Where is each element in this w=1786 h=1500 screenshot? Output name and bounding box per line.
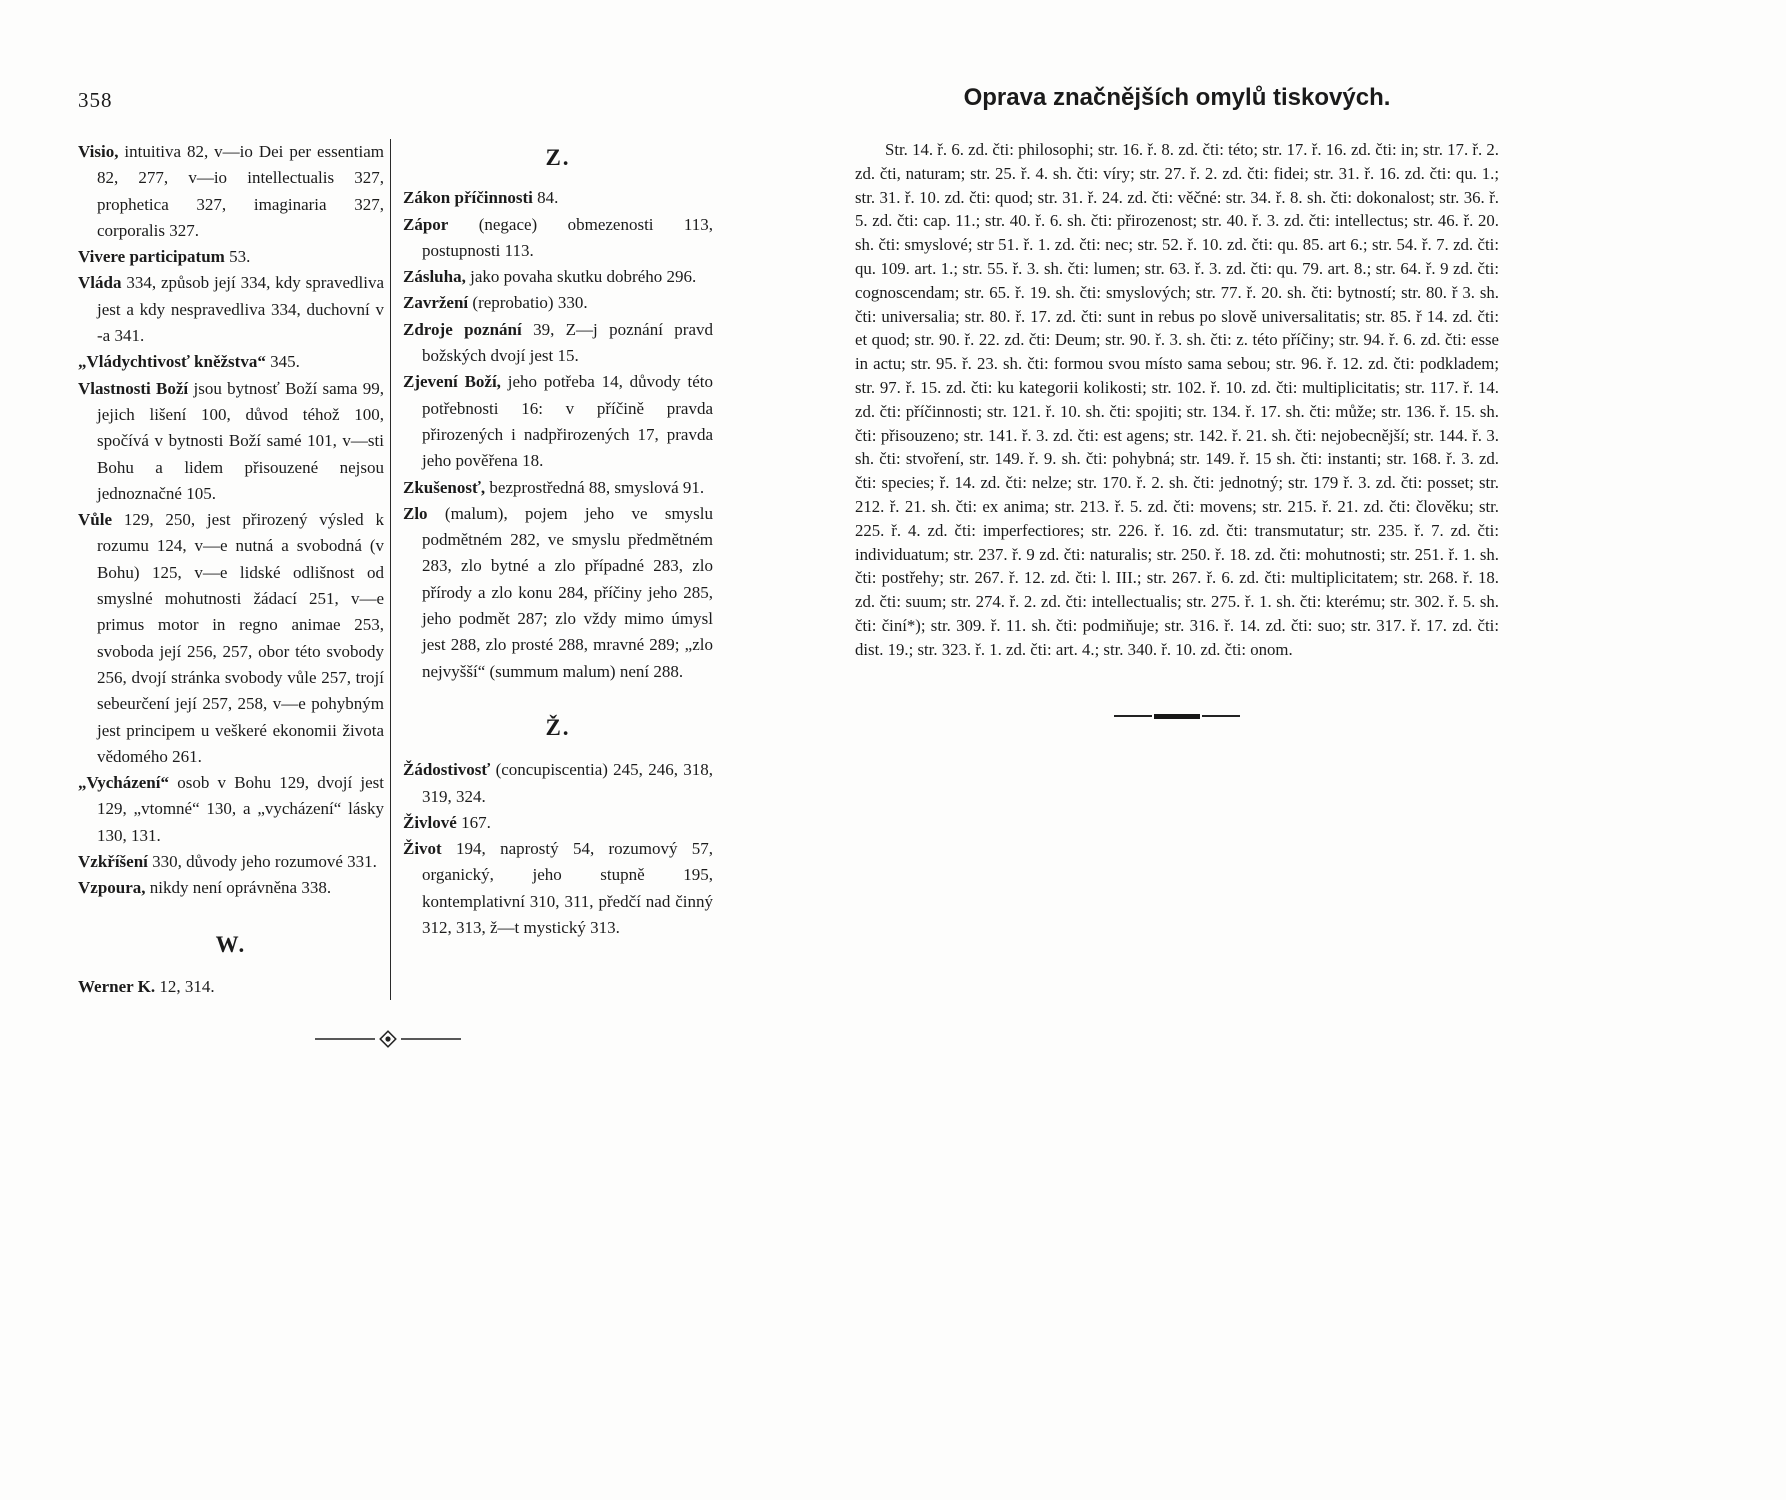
index-headword: Zdroje poznání	[403, 319, 522, 339]
index-entry	[403, 317, 713, 370]
index-entry-text: osob v Bohu 129, dvojí jest 129, „vtomné“ 130, a „vycházení“ lásky 130, 131.	[97, 773, 385, 845]
index-entry	[403, 757, 713, 810]
index-entry-text: 167.	[461, 812, 491, 832]
index-entry-text: 53.	[229, 247, 251, 267]
index-headword: „Vládychtivosť kněžstva“	[78, 352, 266, 372]
index-entry-text: 39, Z—j poznání pravd božských dvojí jest 15.	[422, 319, 713, 366]
index-headword: Zjevení Boží,	[403, 372, 501, 392]
index-headword: „Vycházení“	[78, 773, 169, 793]
index-entry-text: jeho potřeba 14, důvody této potřebnosti 16: v příčině pravda přirozených i nadpřirozených 17, pravda jeho pověřena 18.	[422, 372, 713, 471]
index-entry-text: 12, 314.	[159, 976, 215, 996]
index-entry-text: (reprobatio) 330.	[472, 293, 588, 313]
index-entry	[78, 244, 384, 270]
index-entry-text: 194, naprostý 54, rozumový 57, organický, jeho stupně 195, kontemplativní 310, 311, předčí nad činný 312, 313, ž—t mystický 313.	[422, 839, 713, 938]
index-entry	[403, 836, 713, 941]
index-entry	[403, 212, 713, 265]
index-headword: Život	[403, 839, 442, 859]
section-divider-rule	[855, 714, 1499, 719]
letter-header-z: Z.	[545, 145, 571, 170]
index-entry-text: jsou bytnosť Boží sama 99, jejich lišení 100, důvod téhož 100, spočívá v bytnosti Boží samé 101, v—sti Bohu a lidem přisouzené nejsou jednoznačné 105.	[97, 378, 385, 503]
index-entry	[78, 507, 384, 770]
flourish-divider-icon	[313, 1030, 463, 1048]
index-headword: Živlové	[403, 812, 457, 832]
index-headword: Vláda	[78, 273, 122, 293]
index-entry	[78, 875, 384, 901]
letter-header-zcaron: Ž.	[545, 714, 571, 740]
index-headword: Werner K.	[78, 976, 156, 996]
index-entry	[78, 376, 384, 507]
index-entry-text: nikdy není oprávněna 338.	[149, 878, 332, 898]
index-entry	[403, 810, 713, 836]
index-entry-text: bezprostředná 88, smyslová 91.	[489, 477, 705, 497]
divider-thick-segment	[1154, 714, 1200, 719]
index-entry	[78, 974, 384, 1000]
index-headword: Visio,	[78, 142, 119, 161]
index-headword: Vivere participatum	[78, 247, 225, 267]
index-entry	[403, 264, 713, 290]
index-entry	[403, 185, 713, 211]
letter-header-w: W.	[215, 931, 247, 957]
index-entry	[403, 475, 713, 501]
index-entry	[403, 290, 713, 316]
index-entry	[403, 369, 713, 474]
index-entry-text: intuitiva 82, v—io Dei per essentiam 82, 277, v—io intellectualis 327, prophetica 327, imaginaria 327, corporalis 327.	[97, 142, 384, 240]
index-entry-text: 345.	[270, 352, 300, 372]
end-ornament	[78, 1030, 698, 1053]
index-entry	[78, 349, 384, 375]
index-column-1	[78, 139, 390, 1000]
errata-page	[855, 84, 1499, 719]
index-entry	[78, 849, 384, 875]
index-entry-text: (negace) obmezenosti 113, postupnosti 113.	[422, 214, 714, 260]
page-number: 358	[78, 88, 113, 112]
index-columns	[78, 139, 722, 1000]
index-entry-text: (malum), pojem jeho ve smyslu podmětném 282, ve smyslu předmětném 283, zlo bytné a zlo případné 283, zlo přírody a zlo konu 284, příčiny jeho 285, jeho podmět 287; zlo vždy mimo úmysl jest 288, zlo prosté 288, mravné 289; „zlo nejvyšší“ (summum malum) není 288.	[422, 503, 714, 681]
index-headword: Zápor	[403, 214, 449, 234]
index-entry	[403, 501, 713, 685]
index-headword: Zásluha,	[403, 267, 466, 287]
errata-body: Str. 14. ř. 6. zd. čti: philosophi; str. 16. ř. 8. zd. čti: této; str. 17. ř. 16. zd. čti: in; str. 17. ř. 2. zd. čti, naturam; str. 25. ř. 4. sh. čti: víry; str. 27. ř. 2. zd. čti: fidei; str. 31. ř. 16. zd. čti: qu. 1.; str. 31. ř. 10. zd. čti: quod; str. 31. ř. 24. zd. čti: věčné: str. 34. ř. 8. sh. čti: dokonalost; str. 36. ř. 5. zd. čti: cap. 11.; str. 40. ř. 6. sh. čti: přirozenost; str. 40. ř. 3. zd. čti: intellectus; str. 46. ř. 20. sh. čti: smyslové; str 51. ř. 1. zd. čti: nec; str. 52. ř. 10. zd. čti: qu. 85. art 6.; str. 54. ř. 7. zd. čti: qu. 109. art. 1.; str. 55. ř. 3. sh. čti: lumen; str. 63. ř. 3. zd. čti: qu. 79. art. 8.; str. 64. ř. 9 zd. čti: cognoscendam; str. 65. ř. 19. sh. čti: smyslových; str. 77. ř. 20. sh. čti: bytností; str. 80. ř 3. sh. čti: universalia; str. 80. ř. 17. zd. čti: sunt in rebus po slově universalitatis; str. 85. ř 14. zd. čti: et quod; str. 90. ř. 22. zd. čti: Deum; str. 90. ř. 3. sh. čti: z. této příčiny; str. 94. ř. 6. zd. čti: esse in actu; str. 95. ř. 23. sh. čti: formou svou místo sama sebou; str. 96. ř. 12. zd. čti: podkladem; str. 97. ř. 15. zd. čti: ku kategorii kolikosti; str. 102. ř. 10. zd. čti: multiplicitatis; str. 117. ř. 14. zd. čti: příčinnosti; str. 121. ř. 10. sh. čti: spojiti; str. 134. ř. 17. sh. čti: může; str. 136. ř. 15. sh. čti: přisouzeno; str. 141. ř. 3. zd. čti: est agens; str. 142. ř. 21. sh. čti: nejobecnější; str. 144. ř. 3. sh. čti: stvoření, str. 149. ř. 9. sh. čti: pohybná; str. 149. ř. 15 sh. čti: instanti; str. 168. ř. 3. zd. čti: species; ř. 14. zd. čti: nelze; str. 170. ř. 2. sh. čti: jednotný; str. 179 ř. 3. zd. čti: posset; str. 212. ř. 21. sh. čti: ex anima; str. 213. ř. 5. zd. čti: movens; str. 215. ř. 21. zd. čti: člověku; str. 225. ř. 4. zd. čti: imperfectiores; str. 226. ř. 16. zd. čti: transmutatur; str. 235. ř. 7. zd. čti: individuatum; str. 237. ř. 9 zd. čti: naturalis; str. 250. ř. 18. zd. čti: mohutnosti; str. 251. ř. 1. sh. čti: postřehy; str. 267. ř. 12. zd. čti: l. III.; str. 267. ř. 6. zd. čti: multiplicitatem; str. 268. ř. 18. zd. čti: suum; str. 274. ř. 2. zd. čti: intellectualis; str. 275. ř. 1. sh. čti: kterému; str. 302. ř. 5. sh. čti: činí*); str. 309. ř. 11. sh. čti: podmiňuje; str. 316. ř. 14. zd. čti: suo; str. 317. ř. 17. zd. čti: dist. 19.; str. 323. ř. 1. zd. čti: art. 4.; str. 340. ř. 10. zd. čti: onom.	[855, 140, 1499, 659]
index-headword: Vzpoura,	[78, 878, 146, 898]
index-entry-text: (concupiscentia) 245, 246, 318, 319, 324.	[422, 760, 713, 806]
index-entry-text: 330, důvody jeho rozumové 331.	[152, 852, 377, 872]
index-headword: Zákon příčinnosti	[403, 188, 533, 208]
divider-thin-segment	[1202, 715, 1240, 717]
index-headword: Vzkříšení	[78, 852, 148, 872]
index-entry-text: jako povaha skutku dobrého 296.	[470, 267, 697, 287]
index-headword: Zavržení	[403, 293, 469, 313]
index-entry-text: 84.	[537, 188, 559, 208]
index-column-2	[391, 139, 713, 1000]
index-headword: Žádostivosť	[403, 760, 491, 780]
index-headword: Vůle	[78, 510, 112, 530]
index-headword: Zkušenosť,	[403, 477, 486, 497]
index-entry-text: 129, 250, jest přirozený výsled k rozumu 124, v—e nutná a svobodná (v Bohu) 125, v—e lidské odlišnost od smyslné mohutnosti žádací 251, v—e primus motor in regno animae 253, svoboda její 256, 257, obor této svobody 256, dvojí stránka svobody vůle 257, trojí sebeurčení její 257, 258, v—e pohybným jest principem u veškeré ekonomii života vědomého 261.	[97, 510, 384, 766]
index-entry	[78, 139, 384, 244]
divider-thin-segment	[1114, 715, 1152, 717]
index-headword: Vlastnosti Boží	[78, 378, 189, 398]
index-entry	[78, 770, 384, 849]
errata-title: Oprava značnějších omylů tiskových.	[963, 84, 1391, 111]
index-headword: Zlo	[403, 503, 428, 523]
index-page	[78, 88, 722, 1053]
index-entry-text: 334, způsob její 334, kdy spravedliva jest a kdy nespravedliva 334, duchovní v -a 341.	[97, 273, 384, 346]
index-entry	[78, 270, 384, 349]
